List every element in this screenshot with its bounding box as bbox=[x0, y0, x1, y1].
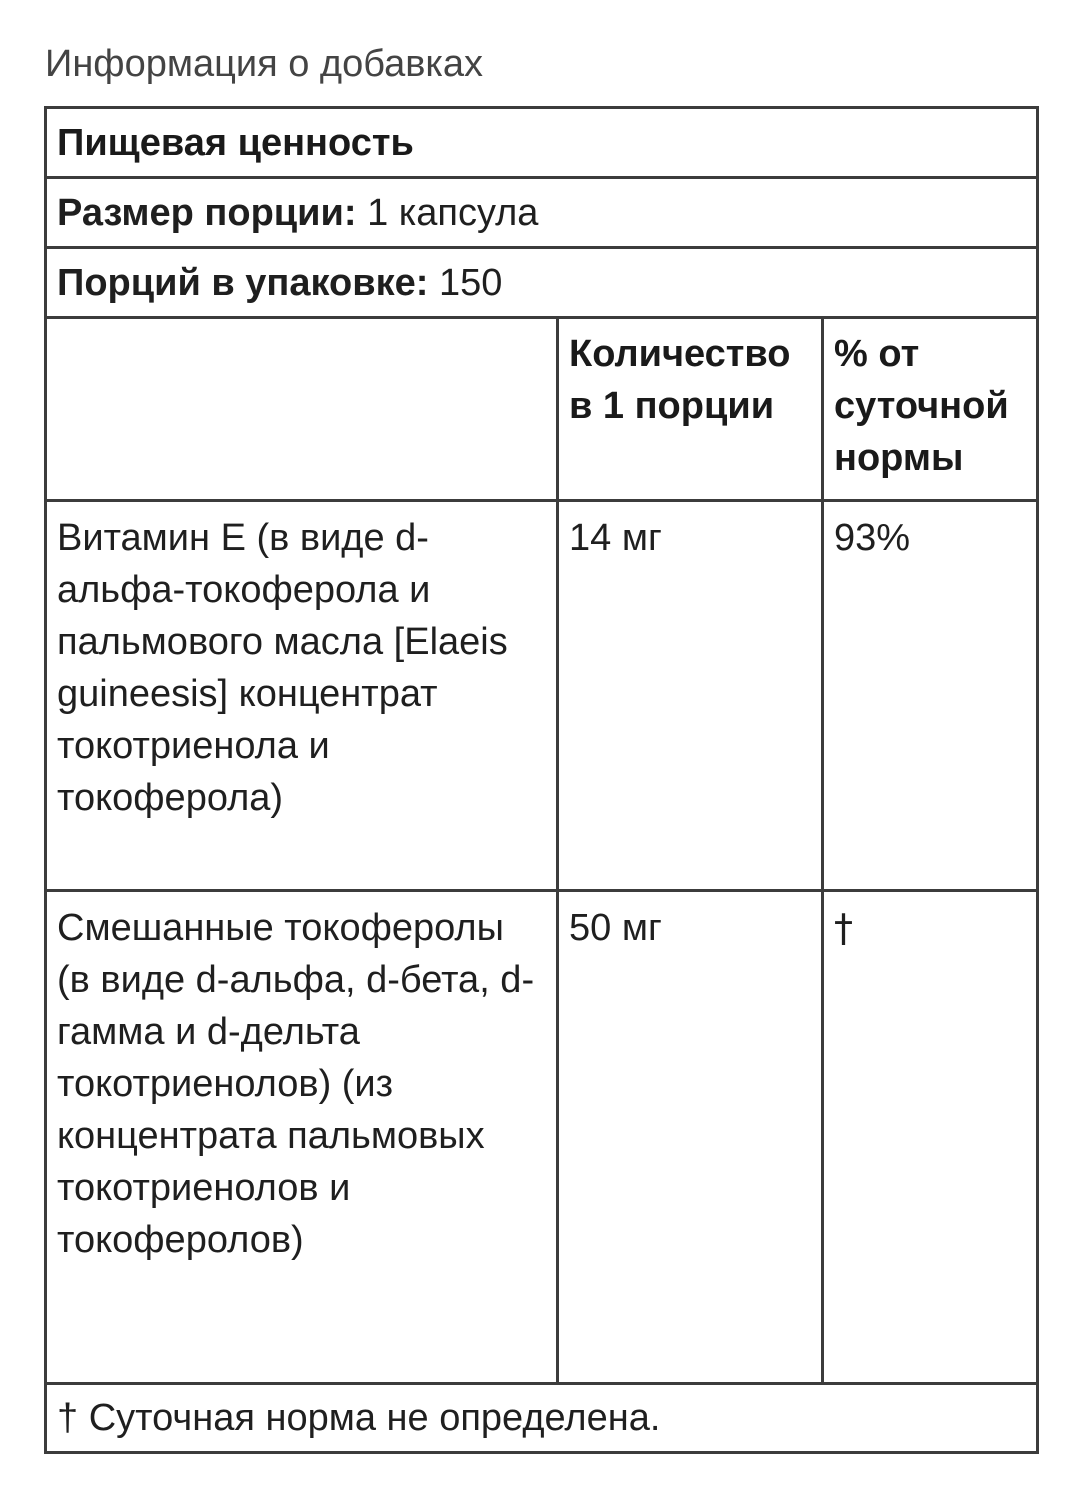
supplement-facts-table bbox=[44, 106, 1039, 1454]
column-header-amount: Количество в 1 порции bbox=[558, 318, 823, 501]
section-title: Информация о добавках bbox=[45, 43, 484, 85]
servings-per-container-row bbox=[46, 248, 1038, 318]
table-row bbox=[46, 891, 1038, 1384]
facts-heading-row bbox=[46, 108, 1038, 178]
serving-size-row bbox=[46, 178, 1038, 248]
nutrient-name: Смешанные токоферолы (в виде d-альфа, d-бета, d-гамма и d-дельта токотриенолов) (из концентрата пальмовых токотриенолов и токоферолов) bbox=[46, 891, 558, 1384]
nutrient-name: Витамин E (в виде d-альфа-токоферола и пальмового масла [Elaeis guineesis] концентрат токотриенола и токоферола) bbox=[46, 501, 558, 891]
servings-per-container-value: 150 bbox=[438, 261, 503, 304]
nutrient-daily-value: 93% bbox=[823, 501, 1038, 891]
column-header-daily-value: % от суточной нормы bbox=[823, 318, 1038, 501]
nutrient-amount: 50 мг bbox=[558, 891, 823, 1384]
serving-size-cell bbox=[46, 178, 1038, 248]
column-header-nutrient bbox=[46, 318, 558, 501]
column-header-row bbox=[46, 318, 1038, 501]
footnote: † Суточная норма не определена. bbox=[46, 1384, 1038, 1453]
serving-size-label: Размер порции: bbox=[57, 191, 357, 234]
table-row bbox=[46, 501, 1038, 891]
footnote-row bbox=[46, 1384, 1038, 1453]
nutrient-daily-value: † bbox=[823, 891, 1038, 1384]
nutrient-amount: 14 мг bbox=[558, 501, 823, 891]
servings-per-container-label: Порций в упаковке: bbox=[57, 261, 429, 304]
serving-size-value: 1 капсула bbox=[367, 191, 539, 234]
servings-per-container-cell bbox=[46, 248, 1038, 318]
facts-heading: Пищевая ценность bbox=[46, 108, 1038, 178]
